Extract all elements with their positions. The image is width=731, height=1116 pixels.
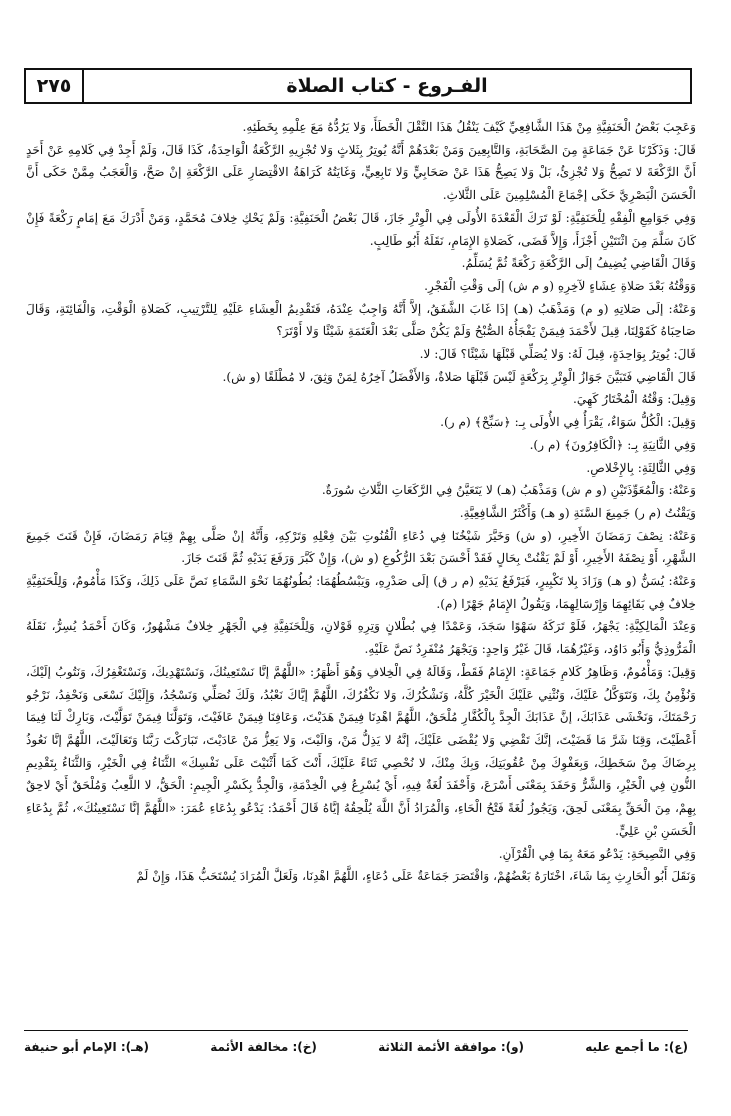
paragraph: وَيَقْنُتُ (م ر) جَمِيعَ السَّنَةِ (و هـ) وَأَكْثَرُ الشَّافِعِيَّةِ. bbox=[459, 505, 696, 520]
paragraph: وَعَنْهُ: إلَى صَلاتِهِ (و م) وَمَذْهَبُ (هـ) إذَا غَابَ الشَّفَقُ، إلاَّ أَنَّهُ وَاجِبٌ عِنْدَهُ، فَتَقْدِيمُ الْعِشَاءِ عَلَيْهِ لِلتَّرْتِيبِ، كَصَلاةِ الْوَقْتِ، وَالْفَائِتَةِ، وَقَالَ صَاحِبَاهُ كَقَوْلِنَا، قِيلَ لأَحْمَدَ فِيمَنْ يَفْجَأُهُ الصُّبْحُ وَلَمْ يَكُنْ صَلَّى بَعْدَ الْعَتَمَةِ شَيْئًا وَلا أَوْتَرَ؟ bbox=[26, 301, 696, 339]
legend-three-imams: (و): موافقة الأئمة الثلاثة bbox=[378, 1040, 525, 1054]
paragraph: وَعِنْدَ الْمَالِكِيَّةِ: يَجْهَرُ، فَلَوْ تَرَكَهُ سَهْوًا سَجَدَ، وَعَمْدًا فِي بُطْلانٍ وَتِرِهِ قَوْلانِ، وَلِلْحَنَفِيَّةِ فِي الْجَهْرِ خِلافٌ مَشْهُورٌ، وَكَانَ أَحْمَدُ يُسِرُّ، نَقَلَهُ الْمَرُّوذِيُّ وَأَبُو دَاوُد، وَغَيْرُهُمَا، قَالَ غَيْرُ وَاحِدٍ: وَيَجْهَرُ مُنْفَرِدٌ نَصَّ عَلَيْهِ. bbox=[26, 619, 696, 657]
page-header bbox=[24, 68, 692, 104]
paragraph: وَفِي الثَّانِيَةِ بِـ: ﴿الْكَافِرُونَ﴾ (م ر). bbox=[529, 437, 696, 452]
paragraph: وَقِيلَ: الْكُلُّ سَوَاءٌ، يَقْرَأُ فِي الأُولَى بِـ: ﴿سَبِّحْ﴾ (م ر). bbox=[440, 415, 696, 430]
paragraph: وَفِي الثَّالِثَةِ: بِالإِخْلاصِ. bbox=[586, 460, 696, 475]
page-title: الفـروع - كتاب الصلاة bbox=[286, 75, 488, 97]
paragraph: قَالَ الْقَاضِي فَتَبَيَّنَ جَوَازُ الْوِتْرِ بِرَكْعَةٍ لَيْسَ قَبْلَهَا صَلاةٌ، وَالأَفْضَلُ آخِرُهُ لِمَنْ وَثِقَ، لا مُطْلَقًا (و ش). bbox=[222, 369, 696, 384]
paragraph: وَنَقَلَ أَبُو الْحَارِثِ بِمَا شَاءَ، اخْتَارَهُ بَعْضُهُمْ، وَاقْتَصَرَ جَمَاعَةٌ عَلَى دُعَاءٍ، اللَّهُمَّ اهْدِنَا، وَلَعَلَّ الْمُرَادَ يُسْتَحَبُّ هَذَا، وَإِنْ لَمْ bbox=[136, 869, 696, 884]
legend-agreed: (ع): ما أجمع عليه bbox=[585, 1040, 688, 1054]
paragraph: قَالَ: يُوتِرُ بِوَاحِدَةٍ، قِيلَ لَهُ: وَلا يُصَلِّي قَبْلَهَا شَيْئًا؟ قَالَ: لا. bbox=[419, 347, 696, 362]
paragraph: وَعَنْهُ: نِصْفَ رَمَضَانَ الأَخِيرِ، (و ش) وَخَيَّرَ شَيْخُنَا فِي دُعَاءِ الْقُنُوتِ بَيْنَ فِعْلِهِ وَتَرْكِهِ، وَأَنَّهُ إنْ صَلَّى بِهِمْ قِيَامَ رَمَضَانَ، فَإِنْ قَنَتَ جَمِيعَ الشَّهْرِ، أَوْ نِصْفَهُ الأَخِيرِ، أَوْ لَمْ يَقْنُتْ بِحَالٍ فَقَدْ أَحْسَنَ بَعْدَ الرُّكُوعِ (و ش)، وَإِنْ كَبَّرَ وَرَفَعَ يَدَيْهِ ثُمَّ قَنَتَ جَازَ. bbox=[26, 528, 696, 566]
paragraph: قَالَ: وَذَكَرْنَا عَنْ جَمَاعَةٍ مِنَ الصَّحَابَةِ، وَالتَّابِعِينَ وَمَنْ بَعْدَهُمْ أَنَّهُ يُوتِرُ بِثَلاثٍ وَلا تُجْزِيهِ الرَّكْعَةُ الْوَاحِدَةُ، كَذَا قَالَ، وَلَمْ أَجِدْ فِي كَلامِهِ عَنْ أَحَدٍ أَنَّ الرَّكْعَةَ لا تَصِحُّ وَلا تُجْزِئُ، بَلْ وَلا يَصِحُّ هَذَا عَنْ صَحَابِيٍّ وَلا تَابِعِيٍّ، وَغَايَتُهُ كَرَاهَةُ الاقْتِصَارِ عَلَى الرَّكْعَةِ إنْ صَحَّ، وَالْعَجَبُ مِمَّنْ حَكَى أَنَّ الْحَسَنَ الْبَصْرِيَّ حَكَى إجْمَاعَ الْمُسْلِمِينَ عَلَى الثَّلاثِ. bbox=[26, 142, 696, 203]
paragraph: وَقِيلَ: وَمَأْمُومٌ، وَظَاهِرُ كَلامِ جَمَاعَةٍ: الإِمَامُ فَقَطْ، وَقَالَهُ فِي الْخِلافِ وَهُوَ أَظْهَرُ: «اللَّهُمَّ إنَّا نَسْتَعِينُكَ، وَنَسْتَهْدِيكَ، وَنَسْتَغْفِرُكَ، وَنَتُوبُ إلَيْكَ، وَنُؤْمِنُ بِكَ، وَنَتَوَكَّلُ عَلَيْكَ، وَنُثْنِي عَلَيْكَ الْخَيْرَ كُلَّهُ، وَنَشْكُرُكَ، وَلا نَكْفُرُكَ، اللَّهُمَّ إيَّاكَ نَعْبُدُ، وَلَكَ نُصَلِّي وَنَسْجُدُ، وَإِلَيْكَ نَسْعَى وَنَحْفِدُ، نَرْجُو رَحْمَتَكَ، وَنَخْشَى عَذَابَكَ، إنَّ عَذَابَكَ الْجِدَّ بِالْكُفَّارِ مُلْحَقٌ، اللَّهُمَّ اهْدِنَا فِيمَنْ هَدَيْتَ، وَعَافِنَا فِيمَنْ عَافَيْتَ، وَتَوَلَّنَا فِيمَنْ تَوَلَّيْتَ، وَبَارِكْ لَنَا فِيمَا أَعْطَيْتَ، وَقِنَا شَرَّ مَا قَضَيْتَ، إنَّكَ تَقْضِي وَلا يُقْضَى عَلَيْكَ، إنَّهُ لا يَذِلُّ مَنْ، وَالَيْتَ، وَلا يَعِزُّ مَنْ عَادَيْتَ، تَبَارَكْتَ رَبَّنَا وَتَعَالَيْتَ، اللَّهُمَّ إنَّا نَعُوذُ بِرِضَاكَ مِنْ سَخَطِكَ، وَبِعَفْوِكَ مِنْ عُقُوبَتِكَ، وَبِكَ مِنْكَ، لا نُحْصِي ثَنَاءً عَلَيْكَ، أَنْتَ كَمَا أَثْنَيْتَ عَلَى نَفْسِكَ» الثَّنَاءُ فِي الْخَيْرِ، وَالثَّنَاءُ بِتَقْدِيمِ النُّونِ فِي الْخَيْرِ، وَالشَّرُّ وَحَفَدَ بِمَعْنَى أَسْرَعَ، وَأَحْفَدَ لُغَةٌ فِيهِ، أَيْ يُسْرِعُ فِي الْخِدْمَةِ، وَالْجِدُّ بِكَسْرِ الْجِيمِ: الْحَقُّ، لا اللَّعِبُ وَمُلْحَقٌ أَيْ لاحِقٌ بِهِمْ، مِنَ الْحَقِّ بِمَعْنَى لَحِقَ، وَيَجُوزُ لُغَةً فَتْحُ الْحَاءِ، وَالْمُرَادُ أَنَّ اللَّهَ يُلْحِقُهُ إيَّاهُ قَالَ أَحْمَدُ: يَدْعُو بِدُعَاءِ عُمَرَ: «اللَّهُمَّ إنَّا نَسْتَعِينُكَ»، ثُمَّ بِدُعَاءِ الْحَسَنِ بْنِ عَلِيٍّ. bbox=[26, 664, 696, 838]
paragraph: وَعَجِبَ بَعْضُ الْحَنَفِيَّةِ مِنْ هَذَا الشَّافِعِيِّ كَيْفَ يَنْقُلُ هَذَا النَّقْلَ الْخَطَأَ، وَلا يَرُدُّهُ مَعَ عِلْمِهِ بِخَطَئِهِ. bbox=[242, 120, 696, 134]
paragraph: وَقِيلَ: وَقْتُهُ الْمُخْتَارُ كَهِيَ. bbox=[572, 392, 696, 407]
paragraph: وَفِي جَوَامِعِ الْفِقْهِ لِلْحَنَفِيَّةِ: لَوْ تَرَكَ الْقَعْدَةَ الأُولَى فِي الْوِتْرِ جَازَ، قَالَ بَعْضُ الْحَنَفِيَّةِ: وَلَمْ يَحْكِ خِلافَ مُحَمَّدٍ، وَمَنْ أَدْرَكَ مَعَ إمَامٍ رَكْعَةً فَإِنْ كَانَ سَلَّمَ مِنَ اثْنَتَيْنِ أَجْزَأَ، وَإِلاَّ قَضَى، كَصَلاةِ الإِمَامِ، نَقَلَهُ أَبُو طَالِبٍ. bbox=[26, 210, 696, 248]
paragraph: وَوَقْتُهُ بَعْدَ صَلاةِ عِشَاءٍ لآخِرِهِ (و م ش) إلَى وَقْتِ الْفَجْرِ. bbox=[424, 278, 696, 293]
footer-legend bbox=[24, 1036, 688, 1058]
body-text bbox=[26, 116, 696, 1026]
page-number: ٢٧٥ bbox=[26, 70, 84, 102]
footer-divider bbox=[24, 1030, 688, 1031]
paragraph: وَفِي النَّصِيحَةِ: يَدْعُو مَعَهُ بِمَا فِي الْقُرْآنِ. bbox=[498, 846, 696, 861]
paragraph: وَعَنْهُ: يُسَنُّ (و هـ) وَزَادَ بِلا تَكْبِيرٍ، فَيَرْفَعُ يَدَيْهِ (م ر ق) إلَى صَدْرِهِ، وَيَبْسُطُهُمَا: بُطُونُهُمَا نَحْوَ السَّمَاءِ نَصَّ عَلَى ذَلِكَ، وَكَذَا مَأْمُومٌ، وَلِلْحَنَفِيَّةِ خِلافٌ فِي بَقَائِهِمَا وَإِرْسَالِهِمَا، وَيَقُولُ الإِمَامُ جَهْرًا (م). bbox=[26, 574, 696, 611]
legend-abu-hanifa: (هـ): الإمام أبو حنيفة bbox=[24, 1040, 150, 1054]
paragraph: وَعَنْهُ: وَالْمُعَوِّذَتَيْنِ (و م ش) وَمَذْهَبُ (هـ) لا يَتَعَيَّنُ فِي الرَّكَعَاتِ الثَّلاثِ سُورَةٌ. bbox=[321, 483, 696, 498]
legend-opposing-imams: (خ): مخالفة الأئمة bbox=[210, 1040, 317, 1054]
paragraph: وَقَالَ الْقَاضِي يُضِيفُ إلَى الرَّكْعَةِ رَكْعَةً ثُمَّ يُسَلِّمُ. bbox=[461, 256, 696, 271]
